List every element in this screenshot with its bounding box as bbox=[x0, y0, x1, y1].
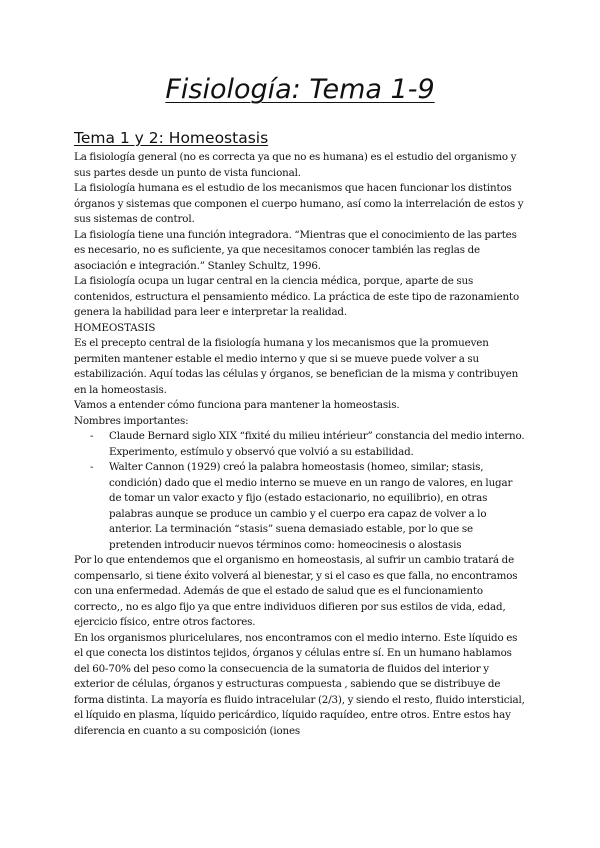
list-dash: - bbox=[90, 430, 94, 442]
list-item bbox=[74, 429, 526, 460]
document-title: Fisiología: Tema 1-9 bbox=[165, 74, 435, 105]
list-item-text: Claude Bernard siglo XIX “fixité du milieu intérieur” constancia del medio interno. Experimento, estímulo y observó que volvió a su estabilidad. bbox=[109, 430, 525, 458]
list-dash: - bbox=[90, 461, 94, 473]
section-heading: Tema 1 y 2: Homeostasis bbox=[74, 129, 269, 147]
paragraph-human-physiology: La fisiología humana es el estudio de los mecanismos que hacen funcionar los distintos órganos y sistemas que componen el cuerpo humano, así como la interrelación de estos y sus sistemas de control. bbox=[74, 182, 524, 225]
list-item bbox=[74, 460, 526, 553]
paragraph-important-names: Nombres importantes: bbox=[74, 414, 189, 427]
paragraph-how-it-works: Vamos a entender cómo funciona para mantener la homeostasis. bbox=[74, 399, 400, 411]
paragraph-organism-compensation: Por lo que entendemos que el organismo en homeostasis, al sufrir un cambio tratará de compensarlo, si tiene éxito volverá al bienestar, y si el caso es que falla, no encontramos con una enfermedad. Además de que el estado de salud que es el funcionamiento correcto,, no es algo fijo ya que entre individuos difieren por sus estilos de vida, edad, ejercicio físico, entre otros factores. bbox=[74, 554, 518, 628]
paragraph-homeostasis-definition: Es el precepto central de la fisiología humana y los mecanismos que la promueven permiten mantener estable el medio interno y que si se mueve puede volver a su estabilización. Aquí todas las células y órganos, se benefician de la misma y contribuyen en la homeostasis. bbox=[74, 337, 519, 396]
paragraph-internal-medium: En los organismos pluricelulares, nos encontramos con el medio interno. Este líquido es el que conecta los distintos tejidos, órganos y células entre sí. En un humano hablamos del 60-70% del peso como la consecuencia de la sumatoria de fluidos del interior y exterior de células, órganos y estructuras compuesta , sabiendo que se distribuye de forma distinta. La mayoría es fluido intracelular (2/3), y siendo el resto, fluido intersticial, el líquido en plasma, líquido pericárdico, líquido raquídeo, entre otros. Entre estos hay diferencia en cuanto a su composición (iones bbox=[74, 631, 525, 737]
paragraph-general-physiology: La fisiología general (no es correcta ya que no es humana) es el estudio del organismo y sus partes desde un punto de vista funcional. bbox=[74, 151, 517, 179]
paragraph-medical-science: La fisiología ocupa un lugar central en la ciencia médica, porque, aparte de sus contenidos, estructura el pensamiento médico. La práctica de este tipo de razonamiento genera la habilidad para leer e interpretar la realidad. bbox=[74, 275, 520, 318]
subheading-homeostasis: HOMEOSTASIS bbox=[74, 321, 156, 334]
document-body bbox=[74, 128, 526, 739]
paragraph-integrative-function: La fisiología tiene una función integradora. “Mientras que el conocimiento de las partes es necesario, no es suficiente, ya que necesitamos conocer también las reglas de asociación e integración.” Stanley Schultz, 1996. bbox=[74, 228, 517, 272]
important-names-list bbox=[74, 429, 526, 553]
list-item-text: Walter Cannon (1929) creó la palabra homeostasis (homeo, similar; stasis, condición) dado que el medio interno se mueve en un rango de valores, en lugar de tomar un valor exacto y fijo (estado estacionario, no equilibrio), en otras palabras aunque se produce un cambio y el cuerpo era capaz de volver a lo anterior. La terminación “stasis” suena demasiado estable, por lo que se pretenden introducir nuevos términos como: homeocinesis o alostasis bbox=[109, 461, 513, 551]
